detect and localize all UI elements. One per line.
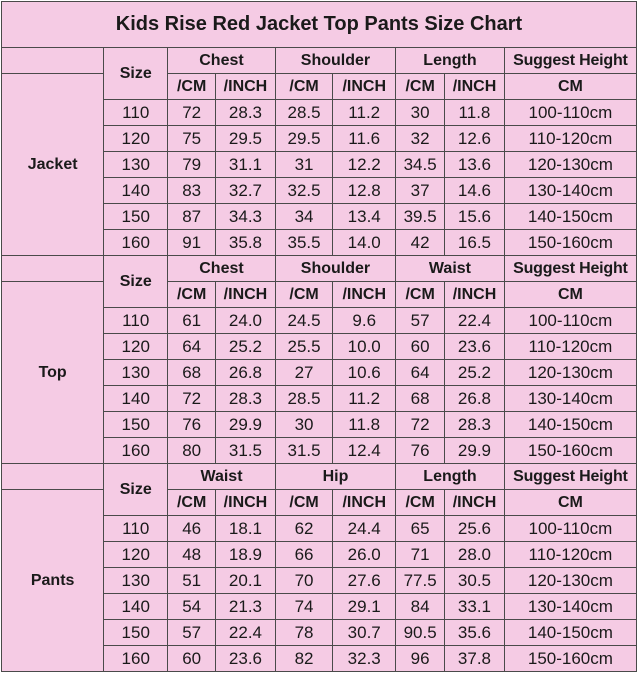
measure-value-cell: 26.0 bbox=[333, 542, 396, 568]
measure-value-cell: 79 bbox=[168, 152, 216, 178]
measure-value-cell: 60 bbox=[168, 646, 216, 672]
size-chart-body bbox=[2, 2, 637, 672]
unit-inch-header: /INCH bbox=[333, 282, 396, 308]
size-value-cell: 140 bbox=[104, 594, 168, 620]
size-value-cell: 110 bbox=[104, 308, 168, 334]
measure-value-cell: 31.5 bbox=[275, 438, 333, 464]
measure-value-cell: 48 bbox=[168, 542, 216, 568]
measure-value-cell: 30 bbox=[275, 412, 333, 438]
measure-value-cell: 13.6 bbox=[445, 152, 505, 178]
suggest-height-cell: 150-160cm bbox=[504, 230, 636, 256]
measure-value-cell: 18.1 bbox=[216, 516, 276, 542]
size-value-cell: 160 bbox=[104, 230, 168, 256]
suggest-height-cell: 110-120cm bbox=[504, 334, 636, 360]
unit-cm-header: /CM bbox=[168, 282, 216, 308]
measure-group-header: Waist bbox=[168, 464, 276, 490]
measure-value-cell: 29.5 bbox=[216, 126, 276, 152]
size-value-cell: 110 bbox=[104, 100, 168, 126]
measure-value-cell: 12.4 bbox=[333, 438, 396, 464]
measure-value-cell: 16.5 bbox=[445, 230, 505, 256]
measure-value-cell: 25.2 bbox=[216, 334, 276, 360]
measure-value-cell: 24.5 bbox=[275, 308, 333, 334]
measure-group-header: Chest bbox=[168, 48, 276, 74]
measure-value-cell: 29.1 bbox=[333, 594, 396, 620]
suggest-height-cell: 140-150cm bbox=[504, 412, 636, 438]
unit-inch-header: /INCH bbox=[333, 74, 396, 100]
measure-value-cell: 11.6 bbox=[333, 126, 396, 152]
measure-group-header: Waist bbox=[396, 256, 505, 282]
unit-header-row bbox=[2, 490, 637, 516]
height-unit-header: CM bbox=[504, 74, 636, 100]
measure-value-cell: 11.2 bbox=[333, 100, 396, 126]
suggest-height-cell: 140-150cm bbox=[504, 204, 636, 230]
measure-value-cell: 33.1 bbox=[445, 594, 505, 620]
measure-value-cell: 46 bbox=[168, 516, 216, 542]
height-unit-header: CM bbox=[504, 282, 636, 308]
unit-inch-header: /INCH bbox=[333, 490, 396, 516]
suggest-height-cell: 150-160cm bbox=[504, 438, 636, 464]
measure-value-cell: 34.3 bbox=[216, 204, 276, 230]
measure-value-cell: 12.2 bbox=[333, 152, 396, 178]
measure-value-cell: 75 bbox=[168, 126, 216, 152]
measure-value-cell: 30 bbox=[396, 100, 445, 126]
suggest-height-cell: 130-140cm bbox=[504, 386, 636, 412]
measure-value-cell: 65 bbox=[396, 516, 445, 542]
measure-group-header: Length bbox=[396, 48, 505, 74]
measure-value-cell: 84 bbox=[396, 594, 445, 620]
category-label: Jacket bbox=[2, 74, 104, 256]
measure-value-cell: 14.6 bbox=[445, 178, 505, 204]
measure-value-cell: 34 bbox=[275, 204, 333, 230]
section-header-row bbox=[2, 464, 637, 490]
measure-value-cell: 31 bbox=[275, 152, 333, 178]
size-value-cell: 150 bbox=[104, 620, 168, 646]
measure-value-cell: 34.5 bbox=[396, 152, 445, 178]
unit-cm-header: /CM bbox=[275, 74, 333, 100]
suggest-height-cell: 120-130cm bbox=[504, 152, 636, 178]
measure-value-cell: 12.6 bbox=[445, 126, 505, 152]
measure-value-cell: 25.5 bbox=[275, 334, 333, 360]
measure-value-cell: 68 bbox=[168, 360, 216, 386]
measure-value-cell: 28.5 bbox=[275, 100, 333, 126]
unit-cm-header: /CM bbox=[275, 282, 333, 308]
measure-value-cell: 12.8 bbox=[333, 178, 396, 204]
measure-value-cell: 91 bbox=[168, 230, 216, 256]
measure-value-cell: 68 bbox=[396, 386, 445, 412]
measure-value-cell: 32.5 bbox=[275, 178, 333, 204]
measure-value-cell: 11.2 bbox=[333, 386, 396, 412]
measure-group-header: Chest bbox=[168, 256, 276, 282]
measure-value-cell: 35.5 bbox=[275, 230, 333, 256]
measure-group-header: Shoulder bbox=[275, 48, 395, 74]
measure-value-cell: 70 bbox=[275, 568, 333, 594]
measure-value-cell: 82 bbox=[275, 646, 333, 672]
size-chart-table bbox=[1, 1, 637, 672]
measure-value-cell: 24.4 bbox=[333, 516, 396, 542]
measure-value-cell: 28.3 bbox=[216, 386, 276, 412]
unit-cm-header: /CM bbox=[396, 74, 445, 100]
measure-value-cell: 51 bbox=[168, 568, 216, 594]
size-value-cell: 110 bbox=[104, 516, 168, 542]
measure-value-cell: 26.8 bbox=[216, 360, 276, 386]
suggest-height-cell: 140-150cm bbox=[504, 620, 636, 646]
measure-value-cell: 27 bbox=[275, 360, 333, 386]
section-header-row bbox=[2, 48, 637, 74]
measure-value-cell: 72 bbox=[168, 386, 216, 412]
size-header: Size bbox=[104, 464, 168, 516]
unit-inch-header: /INCH bbox=[216, 282, 276, 308]
suggest-height-cell: 100-110cm bbox=[504, 308, 636, 334]
measure-value-cell: 23.6 bbox=[445, 334, 505, 360]
measure-value-cell: 27.6 bbox=[333, 568, 396, 594]
suggest-height-header: Suggest Height bbox=[504, 464, 636, 490]
measure-value-cell: 76 bbox=[396, 438, 445, 464]
measure-value-cell: 22.4 bbox=[445, 308, 505, 334]
size-value-cell: 120 bbox=[104, 542, 168, 568]
suggest-height-cell: 130-140cm bbox=[504, 594, 636, 620]
unit-cm-header: /CM bbox=[275, 490, 333, 516]
suggest-height-header: Suggest Height bbox=[504, 256, 636, 282]
measure-value-cell: 80 bbox=[168, 438, 216, 464]
measure-value-cell: 20.1 bbox=[216, 568, 276, 594]
measure-value-cell: 37 bbox=[396, 178, 445, 204]
measure-group-header: Hip bbox=[275, 464, 395, 490]
suggest-height-cell: 150-160cm bbox=[504, 646, 636, 672]
size-value-cell: 120 bbox=[104, 126, 168, 152]
section-corner-cell bbox=[2, 48, 104, 74]
category-label: Pants bbox=[2, 490, 104, 672]
measure-value-cell: 72 bbox=[168, 100, 216, 126]
measure-value-cell: 62 bbox=[275, 516, 333, 542]
size-value-cell: 130 bbox=[104, 152, 168, 178]
measure-value-cell: 28.5 bbox=[275, 386, 333, 412]
size-value-cell: 160 bbox=[104, 646, 168, 672]
measure-value-cell: 29.5 bbox=[275, 126, 333, 152]
measure-value-cell: 32.7 bbox=[216, 178, 276, 204]
measure-value-cell: 57 bbox=[168, 620, 216, 646]
measure-value-cell: 13.4 bbox=[333, 204, 396, 230]
section-corner-cell bbox=[2, 464, 104, 490]
size-value-cell: 150 bbox=[104, 412, 168, 438]
unit-inch-header: /INCH bbox=[216, 490, 276, 516]
size-header: Size bbox=[104, 48, 168, 100]
measure-value-cell: 83 bbox=[168, 178, 216, 204]
measure-value-cell: 60 bbox=[396, 334, 445, 360]
measure-value-cell: 66 bbox=[275, 542, 333, 568]
measure-value-cell: 25.2 bbox=[445, 360, 505, 386]
section-header-row bbox=[2, 256, 637, 282]
measure-value-cell: 77.5 bbox=[396, 568, 445, 594]
suggest-height-cell: 110-120cm bbox=[504, 126, 636, 152]
measure-value-cell: 54 bbox=[168, 594, 216, 620]
category-label: Top bbox=[2, 282, 104, 464]
measure-value-cell: 64 bbox=[396, 360, 445, 386]
unit-cm-header: /CM bbox=[396, 490, 445, 516]
measure-value-cell: 35.6 bbox=[445, 620, 505, 646]
measure-value-cell: 25.6 bbox=[445, 516, 505, 542]
measure-value-cell: 10.0 bbox=[333, 334, 396, 360]
measure-value-cell: 28.3 bbox=[216, 100, 276, 126]
section-corner-cell bbox=[2, 256, 104, 282]
measure-group-header: Length bbox=[396, 464, 505, 490]
size-value-cell: 120 bbox=[104, 334, 168, 360]
measure-value-cell: 9.6 bbox=[333, 308, 396, 334]
unit-header-row bbox=[2, 74, 637, 100]
measure-value-cell: 96 bbox=[396, 646, 445, 672]
unit-cm-header: /CM bbox=[396, 282, 445, 308]
height-unit-header: CM bbox=[504, 490, 636, 516]
measure-value-cell: 10.6 bbox=[333, 360, 396, 386]
unit-inch-header: /INCH bbox=[216, 74, 276, 100]
measure-value-cell: 15.6 bbox=[445, 204, 505, 230]
measure-value-cell: 24.0 bbox=[216, 308, 276, 334]
suggest-height-cell: 120-130cm bbox=[504, 568, 636, 594]
suggest-height-cell: 100-110cm bbox=[504, 100, 636, 126]
measure-value-cell: 28.3 bbox=[445, 412, 505, 438]
unit-cm-header: /CM bbox=[168, 490, 216, 516]
unit-header-row bbox=[2, 282, 637, 308]
unit-inch-header: /INCH bbox=[445, 490, 505, 516]
measure-value-cell: 42 bbox=[396, 230, 445, 256]
measure-value-cell: 21.3 bbox=[216, 594, 276, 620]
size-value-cell: 130 bbox=[104, 360, 168, 386]
measure-value-cell: 11.8 bbox=[445, 100, 505, 126]
measure-value-cell: 29.9 bbox=[445, 438, 505, 464]
measure-value-cell: 87 bbox=[168, 204, 216, 230]
measure-group-header: Shoulder bbox=[275, 256, 395, 282]
suggest-height-header: Suggest Height bbox=[504, 48, 636, 74]
measure-value-cell: 57 bbox=[396, 308, 445, 334]
measure-value-cell: 18.9 bbox=[216, 542, 276, 568]
size-value-cell: 140 bbox=[104, 386, 168, 412]
size-value-cell: 150 bbox=[104, 204, 168, 230]
measure-value-cell: 64 bbox=[168, 334, 216, 360]
suggest-height-cell: 100-110cm bbox=[504, 516, 636, 542]
measure-value-cell: 39.5 bbox=[396, 204, 445, 230]
measure-value-cell: 30.7 bbox=[333, 620, 396, 646]
measure-value-cell: 32.3 bbox=[333, 646, 396, 672]
measure-value-cell: 71 bbox=[396, 542, 445, 568]
size-value-cell: 140 bbox=[104, 178, 168, 204]
measure-value-cell: 32 bbox=[396, 126, 445, 152]
suggest-height-cell: 120-130cm bbox=[504, 360, 636, 386]
measure-value-cell: 31.1 bbox=[216, 152, 276, 178]
measure-value-cell: 90.5 bbox=[396, 620, 445, 646]
suggest-height-cell: 110-120cm bbox=[504, 542, 636, 568]
measure-value-cell: 28.0 bbox=[445, 542, 505, 568]
measure-value-cell: 30.5 bbox=[445, 568, 505, 594]
unit-inch-header: /INCH bbox=[445, 282, 505, 308]
suggest-height-cell: 130-140cm bbox=[504, 178, 636, 204]
measure-value-cell: 23.6 bbox=[216, 646, 276, 672]
measure-value-cell: 61 bbox=[168, 308, 216, 334]
size-header: Size bbox=[104, 256, 168, 308]
measure-value-cell: 37.8 bbox=[445, 646, 505, 672]
chart-title: Kids Rise Red Jacket Top Pants Size Chart bbox=[2, 2, 637, 48]
unit-inch-header: /INCH bbox=[445, 74, 505, 100]
size-value-cell: 160 bbox=[104, 438, 168, 464]
measure-value-cell: 31.5 bbox=[216, 438, 276, 464]
measure-value-cell: 78 bbox=[275, 620, 333, 646]
measure-value-cell: 72 bbox=[396, 412, 445, 438]
size-value-cell: 130 bbox=[104, 568, 168, 594]
measure-value-cell: 14.0 bbox=[333, 230, 396, 256]
measure-value-cell: 11.8 bbox=[333, 412, 396, 438]
measure-value-cell: 22.4 bbox=[216, 620, 276, 646]
measure-value-cell: 29.9 bbox=[216, 412, 276, 438]
measure-value-cell: 74 bbox=[275, 594, 333, 620]
measure-value-cell: 76 bbox=[168, 412, 216, 438]
measure-value-cell: 26.8 bbox=[445, 386, 505, 412]
measure-value-cell: 35.8 bbox=[216, 230, 276, 256]
unit-cm-header: /CM bbox=[168, 74, 216, 100]
